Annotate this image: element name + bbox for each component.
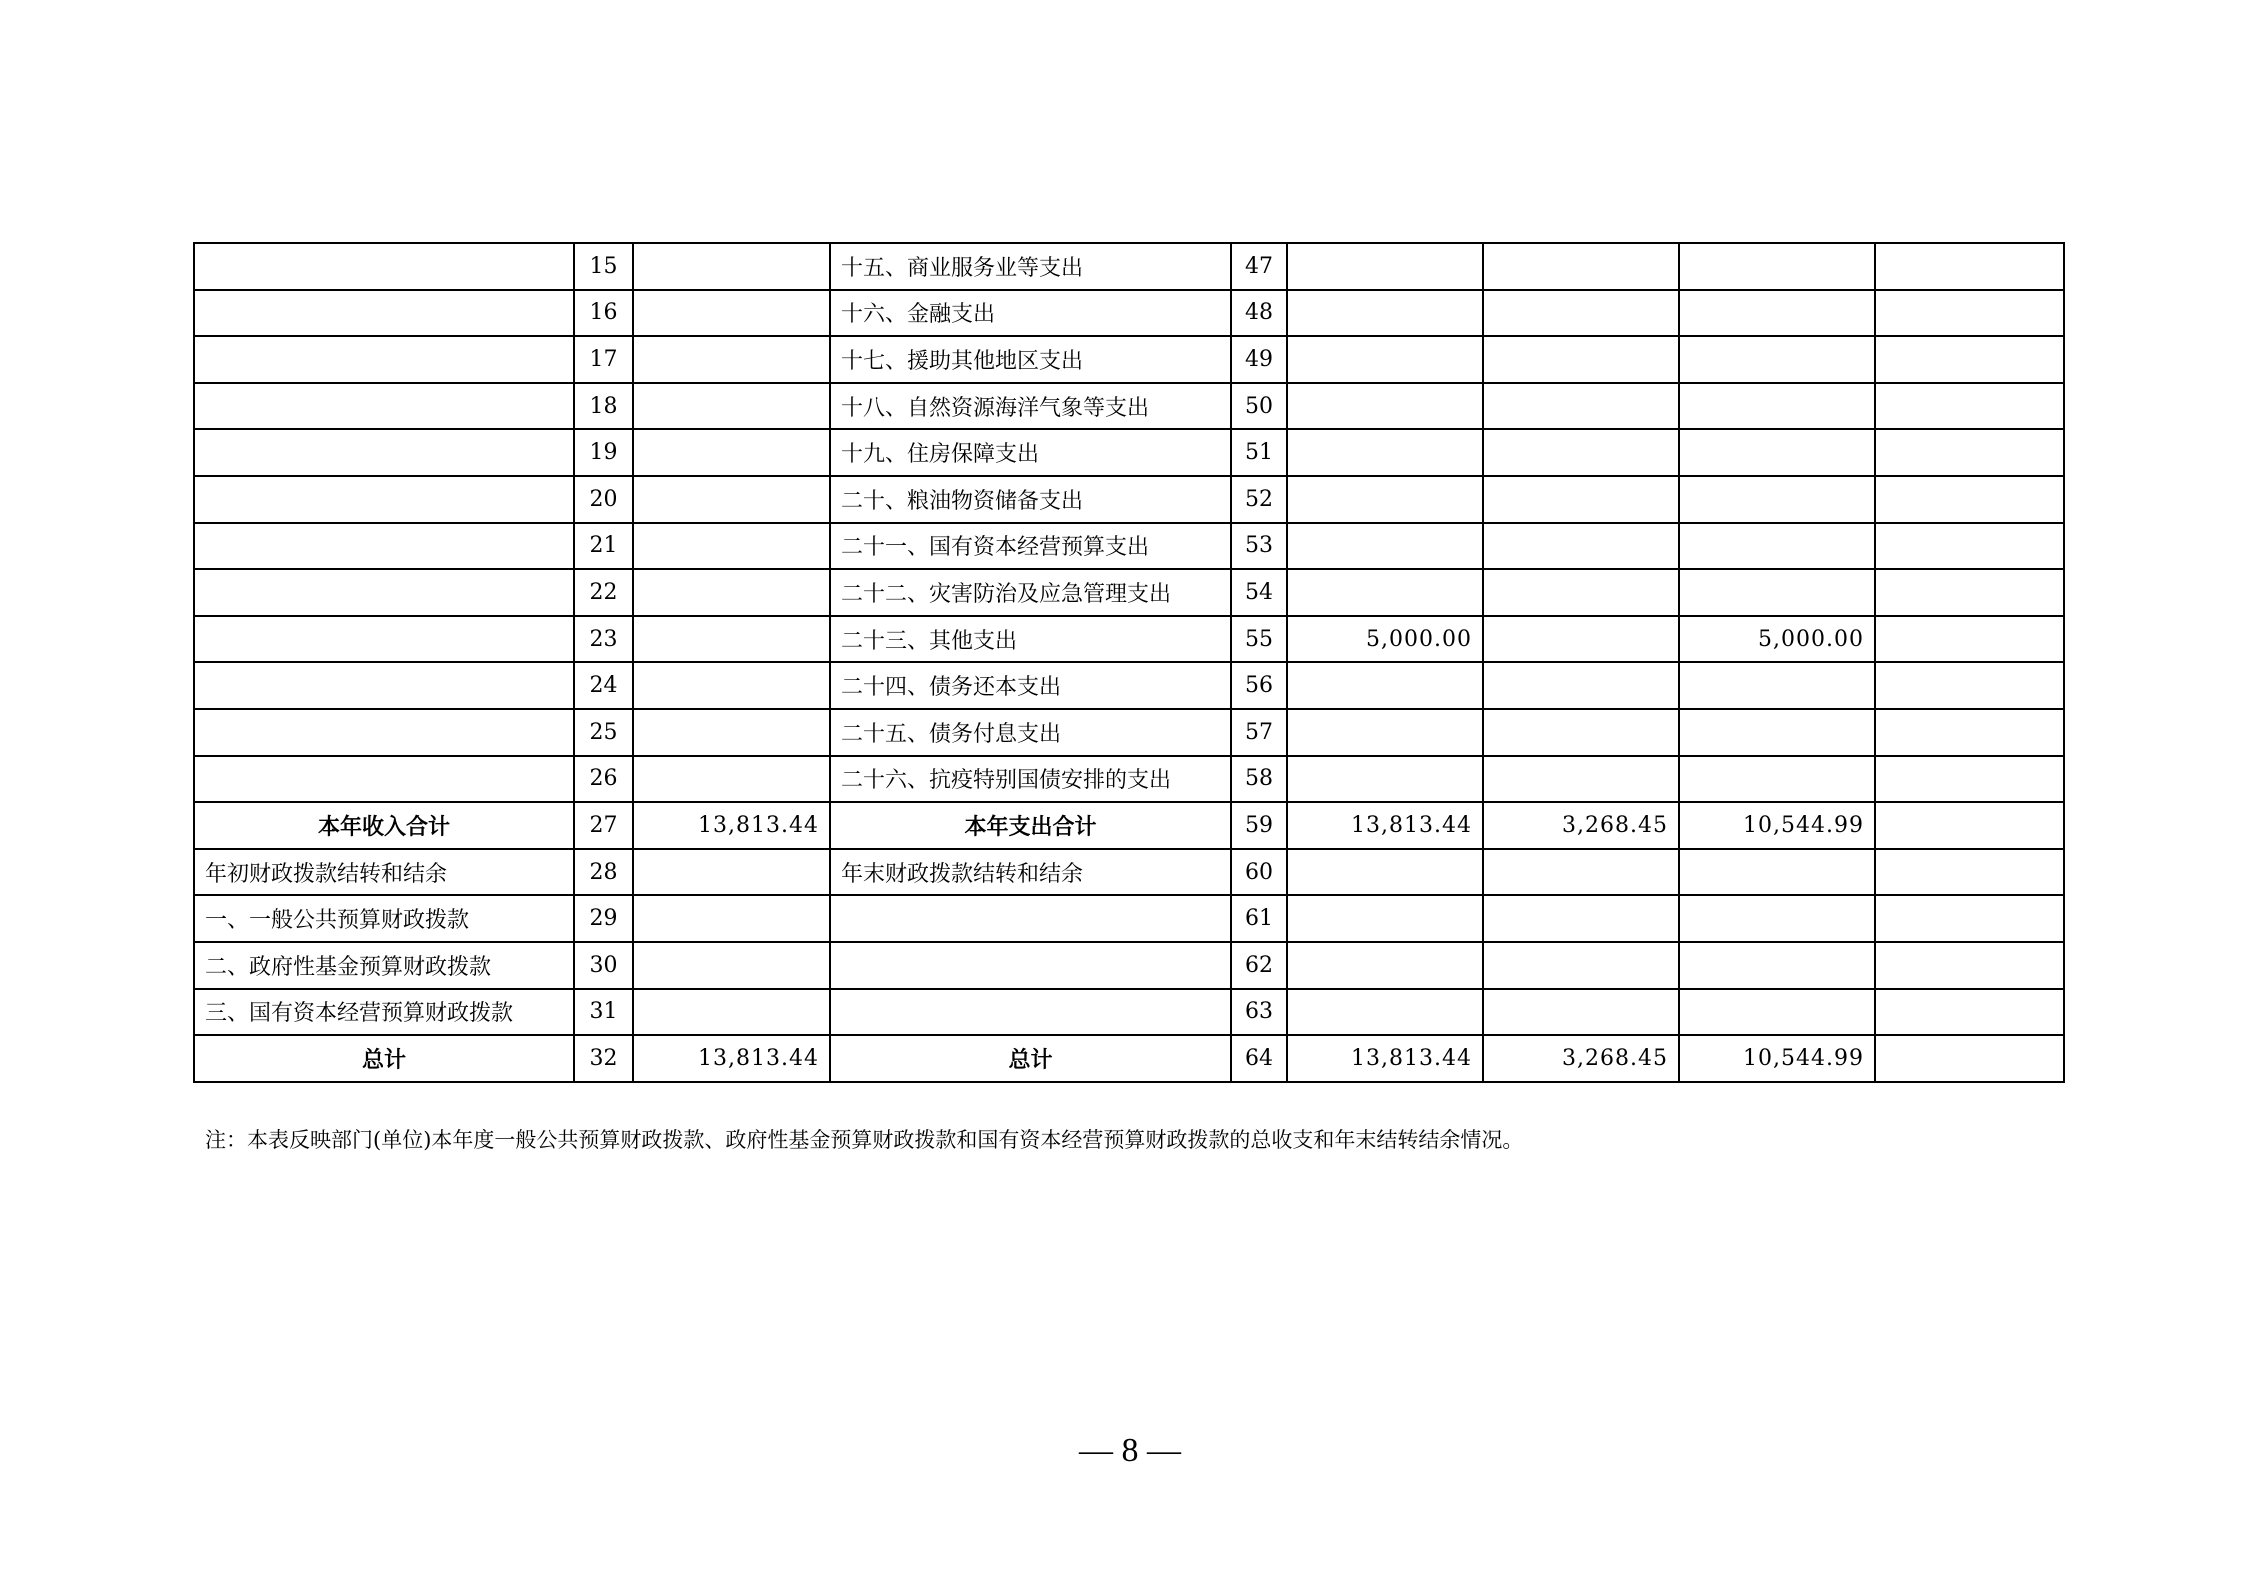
expense-total-cell: 13,813.44 bbox=[1287, 1035, 1483, 1082]
expense-total-cell bbox=[1287, 429, 1483, 476]
table-row bbox=[194, 802, 2064, 849]
expense-basic-cell bbox=[1483, 336, 1679, 383]
expense-item-cell: 总计 bbox=[830, 1035, 1231, 1082]
table-row bbox=[194, 756, 2064, 803]
budget-table bbox=[193, 242, 2065, 1083]
expense-project-cell bbox=[1679, 942, 1875, 989]
table-row bbox=[194, 336, 2064, 383]
table-row bbox=[194, 989, 2064, 1036]
table-row bbox=[194, 569, 2064, 616]
expense-item-cell: 二十三、其他支出 bbox=[830, 616, 1231, 663]
expense-basic-cell bbox=[1483, 476, 1679, 523]
table-row bbox=[194, 709, 2064, 756]
expense-line-number: 53 bbox=[1231, 523, 1287, 570]
page-number: — 8 — bbox=[1079, 1432, 1181, 1469]
expense-basic-cell bbox=[1483, 756, 1679, 803]
expense-item-cell bbox=[830, 989, 1231, 1036]
expense-line-number: 60 bbox=[1231, 849, 1287, 896]
expense-line-number: 57 bbox=[1231, 709, 1287, 756]
expense-extra-cell bbox=[1875, 895, 2064, 942]
expense-basic-cell bbox=[1483, 523, 1679, 570]
expense-project-cell: 5,000.00 bbox=[1679, 616, 1875, 663]
expense-line-number: 52 bbox=[1231, 476, 1287, 523]
expense-extra-cell bbox=[1875, 942, 2064, 989]
expense-total-cell bbox=[1287, 383, 1483, 430]
expense-extra-cell bbox=[1875, 709, 2064, 756]
income-amount-cell bbox=[633, 616, 830, 663]
expense-item-cell: 十五、商业服务业等支出 bbox=[830, 243, 1231, 290]
expense-item-cell: 二十四、债务还本支出 bbox=[830, 662, 1231, 709]
income-item-cell: 二、政府性基金预算财政拨款 bbox=[194, 942, 574, 989]
expense-total-cell bbox=[1287, 476, 1483, 523]
expense-line-number: 56 bbox=[1231, 662, 1287, 709]
expense-total-cell bbox=[1287, 989, 1483, 1036]
expense-total-cell bbox=[1287, 569, 1483, 616]
expense-project-cell bbox=[1679, 756, 1875, 803]
expense-total-cell bbox=[1287, 895, 1483, 942]
expense-item-cell: 二十六、抗疫特别国债安排的支出 bbox=[830, 756, 1231, 803]
income-line-number: 26 bbox=[574, 756, 633, 803]
expense-total-cell bbox=[1287, 336, 1483, 383]
income-amount-cell: 13,813.44 bbox=[633, 802, 830, 849]
expense-project-cell bbox=[1679, 383, 1875, 430]
expense-extra-cell bbox=[1875, 243, 2064, 290]
income-item-cell bbox=[194, 709, 574, 756]
expense-basic-cell bbox=[1483, 243, 1679, 290]
expense-total-cell bbox=[1287, 756, 1483, 803]
table-row bbox=[194, 662, 2064, 709]
income-item-cell bbox=[194, 523, 574, 570]
table-row bbox=[194, 1035, 2064, 1082]
expense-item-cell: 二十一、国有资本经营预算支出 bbox=[830, 523, 1231, 570]
income-item-cell bbox=[194, 569, 574, 616]
expense-item-cell: 二十五、债务付息支出 bbox=[830, 709, 1231, 756]
expense-extra-cell bbox=[1875, 616, 2064, 663]
income-line-number: 24 bbox=[574, 662, 633, 709]
expense-item-cell: 十九、住房保障支出 bbox=[830, 429, 1231, 476]
expense-item-cell: 十六、金融支出 bbox=[830, 290, 1231, 337]
expense-basic-cell: 3,268.45 bbox=[1483, 1035, 1679, 1082]
expense-total-cell: 5,000.00 bbox=[1287, 616, 1483, 663]
expense-item-cell bbox=[830, 942, 1231, 989]
expense-total-cell bbox=[1287, 942, 1483, 989]
income-amount-cell bbox=[633, 662, 830, 709]
expense-project-cell bbox=[1679, 523, 1875, 570]
expense-extra-cell bbox=[1875, 756, 2064, 803]
income-amount-cell bbox=[633, 569, 830, 616]
expense-project-cell bbox=[1679, 569, 1875, 616]
income-line-number: 29 bbox=[574, 895, 633, 942]
expense-basic-cell bbox=[1483, 429, 1679, 476]
expense-line-number: 63 bbox=[1231, 989, 1287, 1036]
expense-line-number: 49 bbox=[1231, 336, 1287, 383]
income-line-number: 23 bbox=[574, 616, 633, 663]
expense-project-cell bbox=[1679, 476, 1875, 523]
income-item-cell: 总计 bbox=[194, 1035, 574, 1082]
income-line-number: 31 bbox=[574, 989, 633, 1036]
income-line-number: 21 bbox=[574, 523, 633, 570]
income-item-cell: 本年收入合计 bbox=[194, 802, 574, 849]
expense-project-cell bbox=[1679, 662, 1875, 709]
income-line-number: 20 bbox=[574, 476, 633, 523]
expense-line-number: 55 bbox=[1231, 616, 1287, 663]
income-item-cell bbox=[194, 476, 574, 523]
expense-total-cell bbox=[1287, 662, 1483, 709]
income-amount-cell bbox=[633, 290, 830, 337]
expense-line-number: 62 bbox=[1231, 942, 1287, 989]
expense-project-cell bbox=[1679, 429, 1875, 476]
expense-extra-cell bbox=[1875, 336, 2064, 383]
income-line-number: 25 bbox=[574, 709, 633, 756]
expense-basic-cell bbox=[1483, 942, 1679, 989]
income-amount-cell bbox=[633, 942, 830, 989]
income-line-number: 27 bbox=[574, 802, 633, 849]
income-amount-cell bbox=[633, 849, 830, 896]
expense-extra-cell bbox=[1875, 429, 2064, 476]
table-row bbox=[194, 942, 2064, 989]
income-amount-cell bbox=[633, 429, 830, 476]
expense-project-cell bbox=[1679, 243, 1875, 290]
expense-basic-cell bbox=[1483, 616, 1679, 663]
income-amount-cell bbox=[633, 383, 830, 430]
table-row bbox=[194, 476, 2064, 523]
table-row bbox=[194, 290, 2064, 337]
income-line-number: 22 bbox=[574, 569, 633, 616]
table-row bbox=[194, 243, 2064, 290]
income-amount-cell bbox=[633, 243, 830, 290]
expense-basic-cell bbox=[1483, 989, 1679, 1036]
expense-item-cell: 年末财政拨款结转和结余 bbox=[830, 849, 1231, 896]
income-amount-cell bbox=[633, 895, 830, 942]
expense-basic-cell bbox=[1483, 709, 1679, 756]
expense-extra-cell bbox=[1875, 802, 2064, 849]
expense-project-cell bbox=[1679, 709, 1875, 756]
income-item-cell: 三、国有资本经营预算财政拨款 bbox=[194, 989, 574, 1036]
table-row bbox=[194, 895, 2064, 942]
expense-project-cell bbox=[1679, 290, 1875, 337]
expense-total-cell bbox=[1287, 709, 1483, 756]
expense-total-cell bbox=[1287, 849, 1483, 896]
expense-extra-cell bbox=[1875, 1035, 2064, 1082]
expense-extra-cell bbox=[1875, 662, 2064, 709]
expense-total-cell bbox=[1287, 290, 1483, 337]
income-amount-cell bbox=[633, 336, 830, 383]
income-item-cell: 年初财政拨款结转和结余 bbox=[194, 849, 574, 896]
expense-line-number: 58 bbox=[1231, 756, 1287, 803]
income-line-number: 18 bbox=[574, 383, 633, 430]
expense-item-cell: 十八、自然资源海洋气象等支出 bbox=[830, 383, 1231, 430]
expense-basic-cell bbox=[1483, 895, 1679, 942]
expense-item-cell: 二十、粮油物资储备支出 bbox=[830, 476, 1231, 523]
expense-line-number: 51 bbox=[1231, 429, 1287, 476]
expense-project-cell bbox=[1679, 336, 1875, 383]
income-line-number: 15 bbox=[574, 243, 633, 290]
income-amount-cell bbox=[633, 476, 830, 523]
expense-basic-cell bbox=[1483, 569, 1679, 616]
income-amount-cell bbox=[633, 756, 830, 803]
income-item-cell bbox=[194, 290, 574, 337]
expense-item-cell bbox=[830, 895, 1231, 942]
expense-line-number: 48 bbox=[1231, 290, 1287, 337]
expense-project-cell bbox=[1679, 989, 1875, 1036]
income-item-cell bbox=[194, 336, 574, 383]
expense-line-number: 50 bbox=[1231, 383, 1287, 430]
income-amount-cell: 13,813.44 bbox=[633, 1035, 830, 1082]
income-item-cell bbox=[194, 429, 574, 476]
expense-extra-cell bbox=[1875, 290, 2064, 337]
table-row bbox=[194, 849, 2064, 896]
income-item-cell bbox=[194, 383, 574, 430]
income-amount-cell bbox=[633, 709, 830, 756]
table-row bbox=[194, 616, 2064, 663]
income-line-number: 30 bbox=[574, 942, 633, 989]
expense-extra-cell bbox=[1875, 989, 2064, 1036]
expense-project-cell bbox=[1679, 895, 1875, 942]
expense-item-cell: 本年支出合计 bbox=[830, 802, 1231, 849]
expense-item-cell: 二十二、灾害防治及应急管理支出 bbox=[830, 569, 1231, 616]
expense-extra-cell bbox=[1875, 569, 2064, 616]
expense-basic-cell bbox=[1483, 662, 1679, 709]
table-footnote: 注：本表反映部门(单位)本年度一般公共预算财政拨款、政府性基金预算财政拨款和国有资本经营预算财政拨款的总收支和年末结转结余情况。 bbox=[205, 1128, 1524, 1152]
income-line-number: 32 bbox=[574, 1035, 633, 1082]
expense-extra-cell bbox=[1875, 476, 2064, 523]
table-row bbox=[194, 383, 2064, 430]
table-row bbox=[194, 523, 2064, 570]
expense-project-cell: 10,544.99 bbox=[1679, 1035, 1875, 1082]
expense-line-number: 54 bbox=[1231, 569, 1287, 616]
expense-project-cell bbox=[1679, 849, 1875, 896]
expense-total-cell bbox=[1287, 523, 1483, 570]
income-item-cell bbox=[194, 756, 574, 803]
table-row bbox=[194, 429, 2064, 476]
expense-line-number: 61 bbox=[1231, 895, 1287, 942]
income-amount-cell bbox=[633, 989, 830, 1036]
expense-total-cell bbox=[1287, 243, 1483, 290]
income-item-cell bbox=[194, 616, 574, 663]
expense-line-number: 64 bbox=[1231, 1035, 1287, 1082]
income-line-number: 16 bbox=[574, 290, 633, 337]
expense-basic-cell bbox=[1483, 290, 1679, 337]
expense-item-cell: 十七、援助其他地区支出 bbox=[830, 336, 1231, 383]
expense-basic-cell: 3,268.45 bbox=[1483, 802, 1679, 849]
expense-basic-cell bbox=[1483, 849, 1679, 896]
income-line-number: 17 bbox=[574, 336, 633, 383]
income-item-cell bbox=[194, 662, 574, 709]
expense-basic-cell bbox=[1483, 383, 1679, 430]
expense-extra-cell bbox=[1875, 523, 2064, 570]
income-item-cell: 一、一般公共预算财政拨款 bbox=[194, 895, 574, 942]
expense-project-cell: 10,544.99 bbox=[1679, 802, 1875, 849]
income-line-number: 28 bbox=[574, 849, 633, 896]
expense-extra-cell bbox=[1875, 849, 2064, 896]
expense-line-number: 47 bbox=[1231, 243, 1287, 290]
expense-extra-cell bbox=[1875, 383, 2064, 430]
expense-total-cell: 13,813.44 bbox=[1287, 802, 1483, 849]
income-item-cell bbox=[194, 243, 574, 290]
expense-line-number: 59 bbox=[1231, 802, 1287, 849]
income-line-number: 19 bbox=[574, 429, 633, 476]
income-amount-cell bbox=[633, 523, 830, 570]
